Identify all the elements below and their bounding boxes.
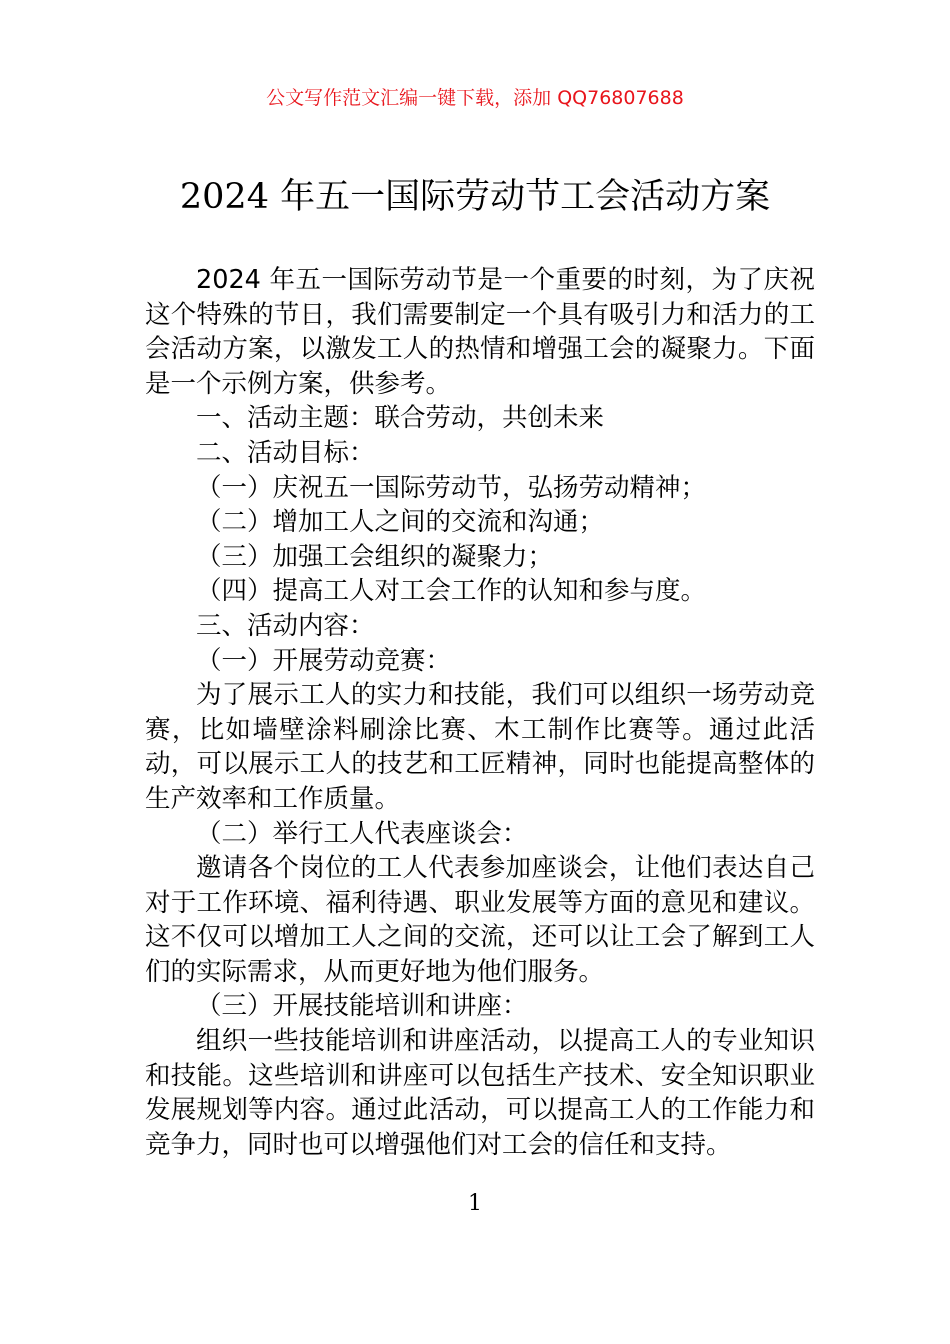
paragraph-content-1-body: 为了展示工人的实力和技能，我们可以组织一场劳动竞赛，比如墙壁涂料刷涂比赛、木工制作比赛等。通过此活动，可以展示工人的技艺和工匠精神，同时也能提高整体的生产效率和工作质量。 xyxy=(145,680,815,814)
paragraph-content-2-heading: （二）举行工人代表座谈会： xyxy=(196,818,528,849)
paragraph-content-3-body: 组织一些技能培训和讲座活动，以提高工人的专业知识和技能。这些培训和讲座可以包括生产技术、安全知识职业发展规划等内容。通过此活动，可以提高工人的工作能力和竞争力，同时也可以增强他们对工会的信任和支持。 xyxy=(145,1026,815,1160)
paragraph-content-1-heading: （一）开展劳动竞赛： xyxy=(196,645,452,676)
paragraph-goal-1: （一）庆祝五一国际劳动节，弘扬劳动精神； xyxy=(196,472,707,503)
paragraph-goal-4: （四）提高工人对工会工作的认知和参与度。 xyxy=(196,576,707,607)
paragraph-content-heading: 三、活动内容： xyxy=(196,610,375,641)
document-title: 2024 年五一国际劳动节工会活动方案 xyxy=(179,177,771,217)
download-notice: 公文写作范文汇编一键下载，添加 QQ76807688 xyxy=(266,87,684,109)
page-number: 1 xyxy=(468,1191,482,1216)
document-body xyxy=(145,263,815,1162)
paragraph-goal-3: （三）加强工会组织的凝聚力； xyxy=(196,541,554,572)
paragraph-goal-2: （二）增加工人之间的交流和沟通； xyxy=(196,507,605,538)
paragraph-content-3-heading: （三）开展技能培训和讲座： xyxy=(196,991,528,1022)
paragraph-intro: 2024 年五一国际劳动节是一个重要的时刻，为了庆祝这个特殊的节日，我们需要制定一个具有吸引力和活力的工会活动方案，以激发工人的热情和增强工会的凝聚力。下面是一个示例方案，供参考。 xyxy=(145,265,815,399)
paragraph-content-2-body: 邀请各个岗位的工人代表参加座谈会，让他们表达自己对于工作环境、福利待遇、职业发展等方面的意见和建议。这不仅可以增加工人之间的交流，还可以让工会了解到工人们的实际需求，从而更好地为他们服务。 xyxy=(145,853,815,987)
paragraph-goals-heading: 二、活动目标： xyxy=(196,437,375,468)
paragraph-theme: 一、活动主题：联合劳动，共创未来 xyxy=(196,403,605,434)
